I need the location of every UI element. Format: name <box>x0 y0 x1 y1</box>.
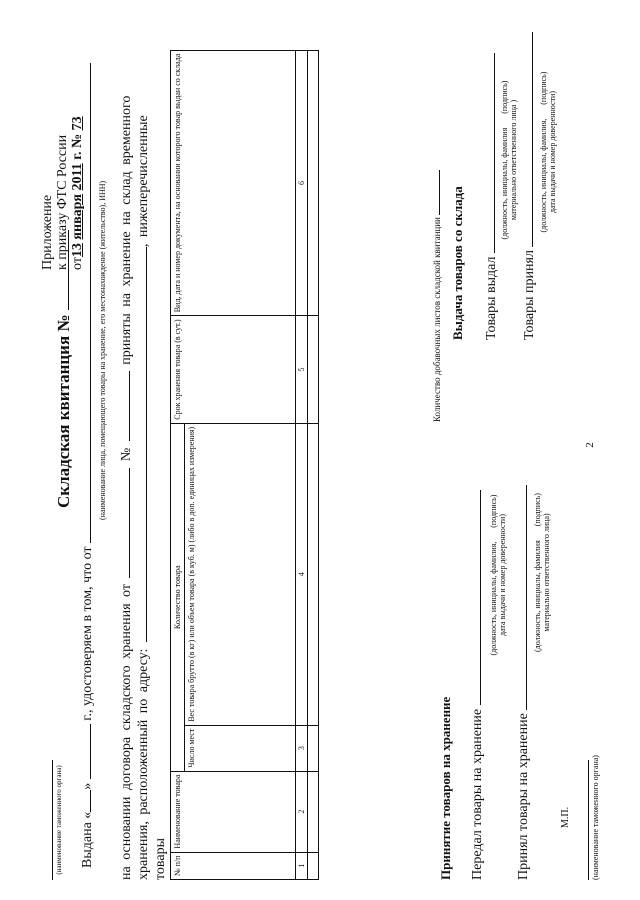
customs-authority-caption-bottom: (наименование таможенного органа) <box>588 760 600 880</box>
contract-text4: , нижеперечисленные <box>136 115 151 248</box>
header-name: Наименование товара <box>171 771 296 852</box>
handed-caption1: (должность, инициалы, фамилия, <box>489 541 498 656</box>
handed-label: Передал товары на хранение <box>470 708 485 880</box>
receipt-title <box>54 230 74 508</box>
received-caption <box>539 42 557 262</box>
customs-authority-caption-top: (наименование таможенного органа) <box>52 760 63 880</box>
header-no: № п/п <box>171 852 296 879</box>
accepted-caption1: (должность, инициалы, фамилия <box>533 540 542 652</box>
accepted-field[interactable] <box>526 485 527 710</box>
header-places: Число мест <box>185 725 296 771</box>
handed-caption2: дата выдачи и номер доверенности) <box>498 514 507 636</box>
table-header-row <box>171 50 185 879</box>
received-label: Товары принял <box>522 250 537 340</box>
received-caption2: дата выдачи и номер доверенности) <box>548 91 557 213</box>
received-row <box>522 32 538 340</box>
contract-number-field[interactable] <box>129 371 130 441</box>
header-doc: Вид, дата и номер документа, на основании которого товар выдан со склада <box>171 50 296 316</box>
table-cell[interactable] <box>308 771 319 852</box>
extra-sheets-field[interactable] <box>439 170 440 215</box>
received-caption1: (должность, инициалы, фамилия, <box>539 118 548 233</box>
accepted-caption <box>533 460 551 685</box>
table-cell[interactable] <box>308 50 319 316</box>
page-number: 2 <box>584 442 596 448</box>
appendix-month: января <box>70 194 85 240</box>
appendix-number-label: № <box>70 133 85 148</box>
released-caption <box>500 50 518 270</box>
warehouse-receipt-form <box>30 20 610 880</box>
address-row <box>136 40 152 880</box>
received-caption-sig: (подпись) <box>539 71 548 105</box>
appendix-line1: Приложение <box>40 194 55 270</box>
issued-month-field[interactable] <box>90 724 91 779</box>
appendix-from: от <box>70 257 85 270</box>
table-row <box>308 50 319 879</box>
extra-sheets-label: Количество добавочных листов складской квитанции <box>432 217 442 422</box>
issued-suffix: г., удостоверяем в том, что от <box>80 546 95 721</box>
depositor-caption: (наименование лица, помещающего товары на хранение, его местонахождение (жительство), ИНН) <box>98 180 107 520</box>
issued-day-field[interactable] <box>90 790 91 812</box>
released-caption-sig: (подпись) <box>500 80 509 114</box>
contract-text2: приняты на хранение на склад временного <box>119 95 134 365</box>
col-num-4: 4 <box>296 423 308 725</box>
released-field[interactable] <box>494 53 495 253</box>
released-row <box>484 53 500 340</box>
table-cell[interactable] <box>308 852 319 879</box>
handed-field[interactable] <box>480 490 481 705</box>
acceptance-heading: Принятие товаров на хранение <box>438 696 453 880</box>
released-label: Товары выдал <box>484 256 499 340</box>
released-caption2: материально ответственного лица ) <box>509 99 518 221</box>
appendix-day: 13 <box>70 243 85 258</box>
receipt-number-field[interactable] <box>68 230 69 310</box>
accepted-caption-sig: (подпись) <box>533 493 542 527</box>
accepted-caption2: материально ответственного лица) <box>542 513 551 632</box>
extra-sheets-row <box>432 170 442 422</box>
accepted-row <box>516 485 532 880</box>
header-term: Срок хранения товара (в сут.) <box>171 316 296 423</box>
col-num-2: 2 <box>296 771 308 852</box>
goods-table <box>170 50 319 880</box>
col-num-5: 5 <box>296 316 308 423</box>
table-cell[interactable] <box>308 316 319 423</box>
issued-mid: » <box>80 782 95 790</box>
appendix-line2: к приказу ФТС России <box>55 134 70 270</box>
handed-caption <box>489 465 507 685</box>
contract-text3: хранения, расположенный по адресу: <box>136 648 151 880</box>
receipt-title-text: Складская квитанция № <box>54 314 73 508</box>
received-field[interactable] <box>532 32 533 247</box>
handed-caption-sig: (подпись) <box>489 494 498 528</box>
header-weight: Вес товара брутто (в кг) или объем товара (в куб. м) (либо в доп. единицах измерения) <box>185 423 296 725</box>
appendix-year-suffix: г. <box>70 151 85 160</box>
issued-label: Выдана « <box>80 811 95 868</box>
depositor-field[interactable] <box>90 63 91 543</box>
goods-word: товары <box>153 838 168 880</box>
released-caption1: (должность, инициалы, фамилия <box>500 127 509 240</box>
issued-row <box>80 40 96 880</box>
col-num-6: 6 <box>296 50 308 316</box>
contract-date-field[interactable] <box>129 468 130 578</box>
col-num-3: 3 <box>296 725 308 771</box>
col-num-1: 1 <box>296 852 308 879</box>
contract-number-label: № <box>119 447 134 462</box>
handed-row <box>470 490 486 880</box>
contract-text1: на основании договора складского хранения от <box>119 584 134 880</box>
table-cell[interactable] <box>308 423 319 725</box>
table-cell[interactable] <box>308 725 319 771</box>
release-heading: Выдача товаров со склада <box>450 186 465 340</box>
contract-row <box>119 40 135 880</box>
stamp-place: М.П. <box>560 806 571 828</box>
table-number-row <box>296 50 308 879</box>
accepted-label: Принял товары на хранение <box>516 713 531 880</box>
address-field[interactable] <box>146 247 147 642</box>
header-qty: Количество товара <box>171 423 185 771</box>
appendix-year: 2011 <box>70 163 85 191</box>
appendix-number: 73 <box>70 116 85 131</box>
